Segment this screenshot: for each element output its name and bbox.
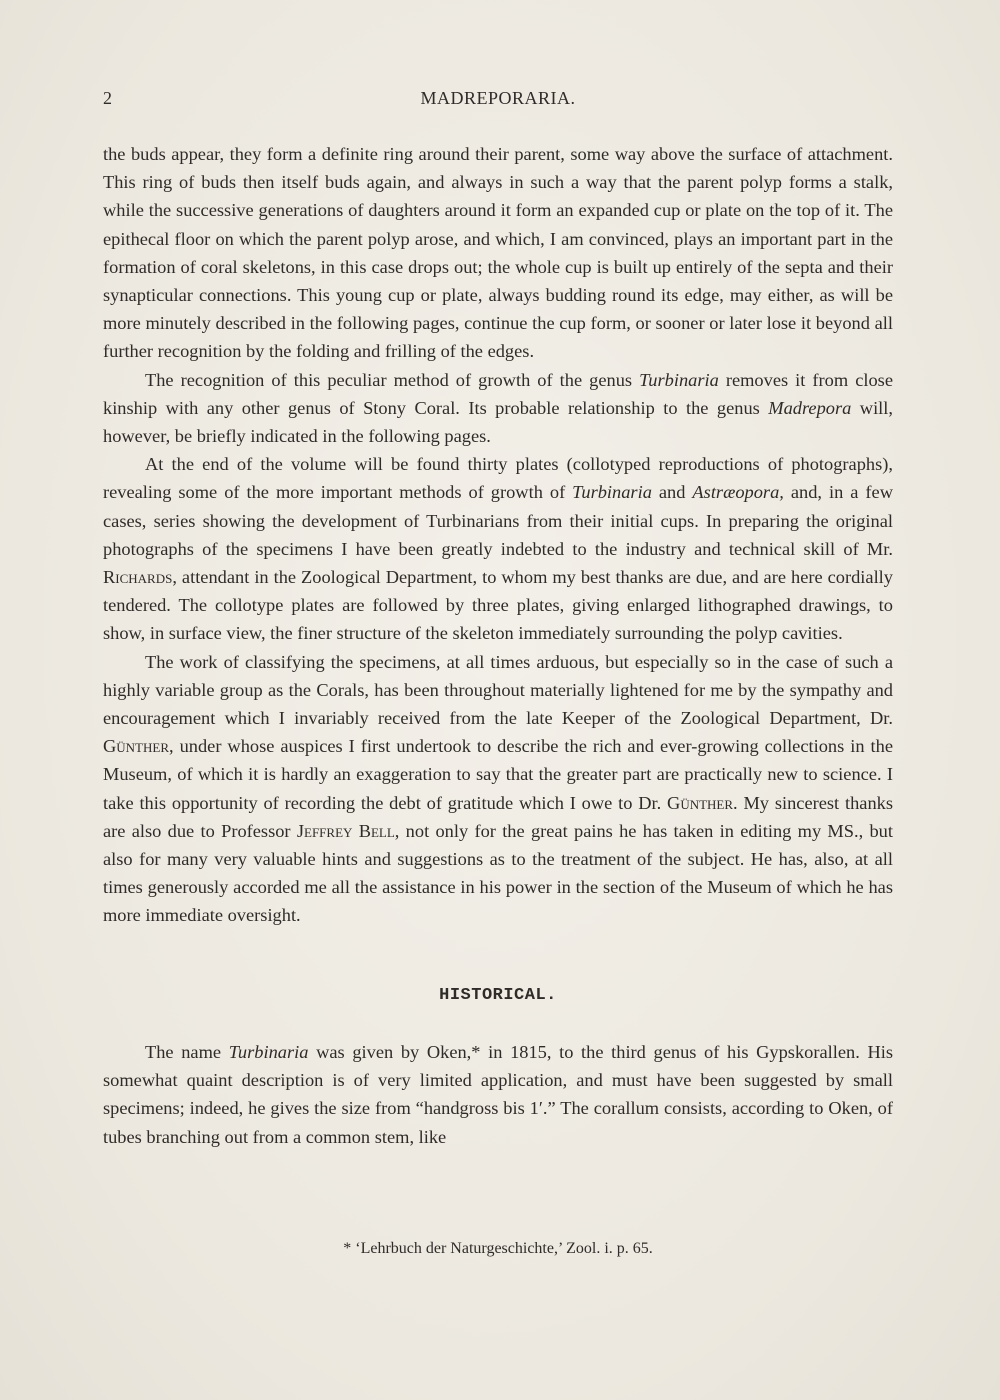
p3-text-4: , attendant in the Zoological Department, to whom my best thanks are due, and are here cordially tendered. The collotype plates are followed by three plates, giving enlarged lithographed drawings, to show, in surface view, the finer structure of the skeleton immediately surrounding the polyp cavities.	[103, 567, 893, 644]
p3-text-1: At the end of the volume will be found thirty plates (collotyped reproductions of photographs), revealing some of the more important methods of growth of	[103, 454, 893, 503]
name-richards: Richards	[103, 567, 173, 588]
running-title: MADREPORARIA.	[420, 88, 576, 108]
p3-text-2: and	[651, 482, 693, 503]
p4-text-3: . My sincerest thanks are also due to Professor	[103, 792, 893, 841]
paragraph-2	[103, 366, 893, 451]
genus-turbinaria: Turbinaria	[228, 1041, 309, 1062]
page-number: 2	[103, 88, 113, 108]
genus-turbinaria: Turbinaria	[639, 369, 719, 390]
p5-text-2: was given by Oken,* in 1815, to the third genus of his Gypskorallen. His somewhat quaint description is of very limited application, and must have been suggested by small specimens; indeed, he gives the size from “handgross bis 1′.” The corallum consists, according to Oken, of tubes branching out from a common stem, like	[103, 1041, 893, 1147]
p5-text-1: The name	[145, 1041, 229, 1062]
name-gunther: Günther	[103, 736, 169, 757]
genus-astraeopora: Astræopora,	[692, 482, 784, 503]
paragraph-4	[103, 648, 893, 930]
name-gunther: Günther	[667, 792, 734, 813]
paragraph-1	[103, 140, 893, 366]
name-jeffrey-bell: Jeffrey Bell	[296, 820, 395, 841]
body-text	[103, 140, 893, 1151]
p2-text-2: removes it from close kinship with any other genus of Stony Coral. Its probable relationship to the genus	[103, 369, 893, 418]
footnote: * ‘Lehrbuch der Naturgeschichte,’ Zool. i. p. 65.	[343, 1240, 653, 1257]
p3-text-3: and, in a few cases, series showing the development of Turbinarians from their initial cups. In preparing the original photographs of the specimens I have been greatly indebted to the industry and technical skill of Mr.	[103, 482, 893, 559]
p4-text-2: , under whose auspices I first undertook to describe the rich and ever-growing collections in the Museum, of which it is hardly an exaggeration to say that the greater part are practically new to science. I take this opportunity of recording the debt of gratitude which I owe to Dr.	[103, 736, 893, 813]
p2-text-1: The recognition of this peculiar method of growth of the genus	[145, 369, 640, 390]
genus-madrepora: Madrepora	[768, 397, 852, 418]
p4-text-4: , not only for the great pains he has taken in editing my MS., but also for many very valuable hints and suggestions as to the treatment of the subject. He has, also, at all times generously accorded me all the assistance in his power in the section of the Museum of which he has more immediate oversight.	[103, 820, 893, 926]
paragraph-5	[103, 1038, 893, 1151]
paragraph-3	[103, 450, 893, 647]
genus-turbinaria: Turbinaria	[572, 482, 652, 503]
p2-text-3: will, however, be briefly indicated in the following pages.	[103, 397, 893, 447]
paragraph-1-text: the buds appear, they form a definite ring around their parent, some way above the surface of attachment. This ring of buds then itself buds again, and always in such a way that the parent polyp forms a stalk, while the successive generations of daughters around it form an expanded cup or plate on the top of it. The epithecal floor on which the parent polyp arose, and which, I am convinced, plays an important part in the formation of coral skeletons, in this case drops out; the whole cup is built up entirely of the septa and their synapticular connections. This young cup or plate, always budding round its edge, may either, as will be more minutely described in the following pages, continue the cup form, or sooner or later lose it beyond all further recognition by the folding and frilling of the edges.	[103, 144, 893, 362]
p4-text-1: The work of classifying the specimens, at all times arduous, but especially so in the case of such a highly variable group as the Corals, has been throughout materially lightened for me by the sympathy and encouragement which I invariably received from the late Keeper of the Zoological Department, Dr.	[103, 651, 893, 729]
running-head	[103, 88, 893, 118]
section-heading: HISTORICAL.	[439, 985, 557, 1005]
